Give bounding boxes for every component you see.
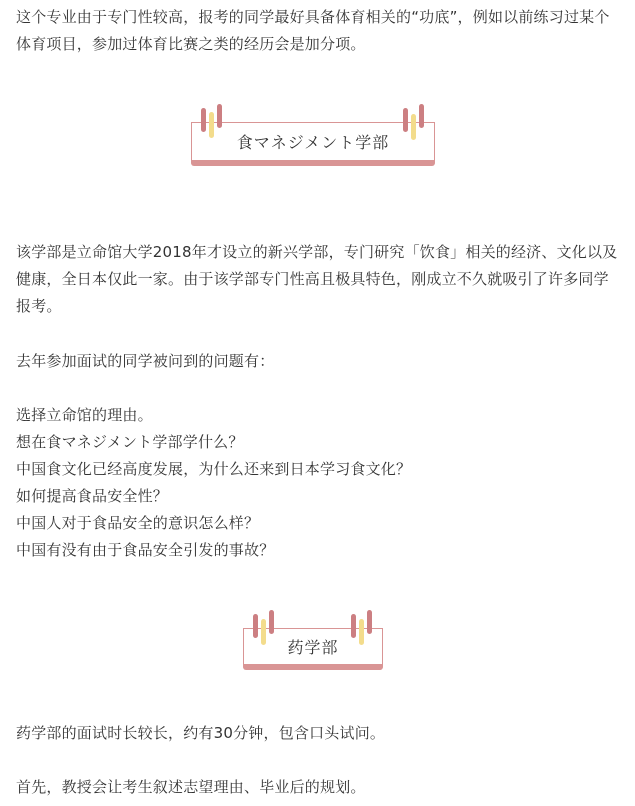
intro-paragraph: 这个专业由于专门性较高，报考的同学最好具备体育相关的“功底”，例如以前练习过某个体育项目，参加过体育比赛之类的经历会是加分项。 xyxy=(16,8,610,53)
list-item: 想在食マネジメント学部学什么？ xyxy=(16,433,244,451)
decor-bar-icon xyxy=(411,114,416,140)
decor-bar-icon xyxy=(217,104,222,128)
questions-intro: 去年参加面试的同学被问到的问题有： xyxy=(16,352,275,370)
section1-description: 该学部是立命馆大学2018年才设立的新兴学部，专门研究「饮食」相关的经济、文化以及健康，全日本仅此一家。由于该学部专门性高且极具特色，刚成立不久就吸引了许多同学报考。 xyxy=(16,243,618,315)
list-item: 中国有没有由于食品安全引发的事故？ xyxy=(16,541,275,559)
decor-bar-icon xyxy=(419,104,424,128)
decor-bar-icon xyxy=(359,619,364,645)
list-item: 选择立命馆的理由。 xyxy=(16,406,153,424)
decor-bar-icon xyxy=(261,619,266,645)
decor-bar-icon xyxy=(403,108,408,132)
decor-bar-icon xyxy=(201,108,206,132)
decor-bar-icon xyxy=(209,112,214,138)
decor-bar-icon xyxy=(253,614,258,638)
decor-bar-icon xyxy=(269,610,274,634)
list-item: 如何提高食品安全性？ xyxy=(16,487,169,505)
pharmacy-first-step: 首先，教授会让考生叙述志望理由、毕业后的规划。 xyxy=(16,778,366,796)
pharmacy-duration: 药学部的面试时长较长，约有30分钟，包含口头试问。 xyxy=(16,724,386,742)
section-title: 食マネジメント学部 xyxy=(236,133,390,152)
section-header-pharmacy xyxy=(243,608,383,670)
decor-bar-icon xyxy=(351,614,356,638)
decor-bar-icon xyxy=(367,610,372,634)
header-box xyxy=(191,122,435,161)
section-header-food-management xyxy=(191,102,435,166)
list-item: 中国人对于食品安全的意识怎么样？ xyxy=(16,514,260,532)
section-title: 药学部 xyxy=(287,638,339,657)
list-item: 中国食文化已经高度发展，为什么还来到日本学习食文化？ xyxy=(16,460,412,478)
